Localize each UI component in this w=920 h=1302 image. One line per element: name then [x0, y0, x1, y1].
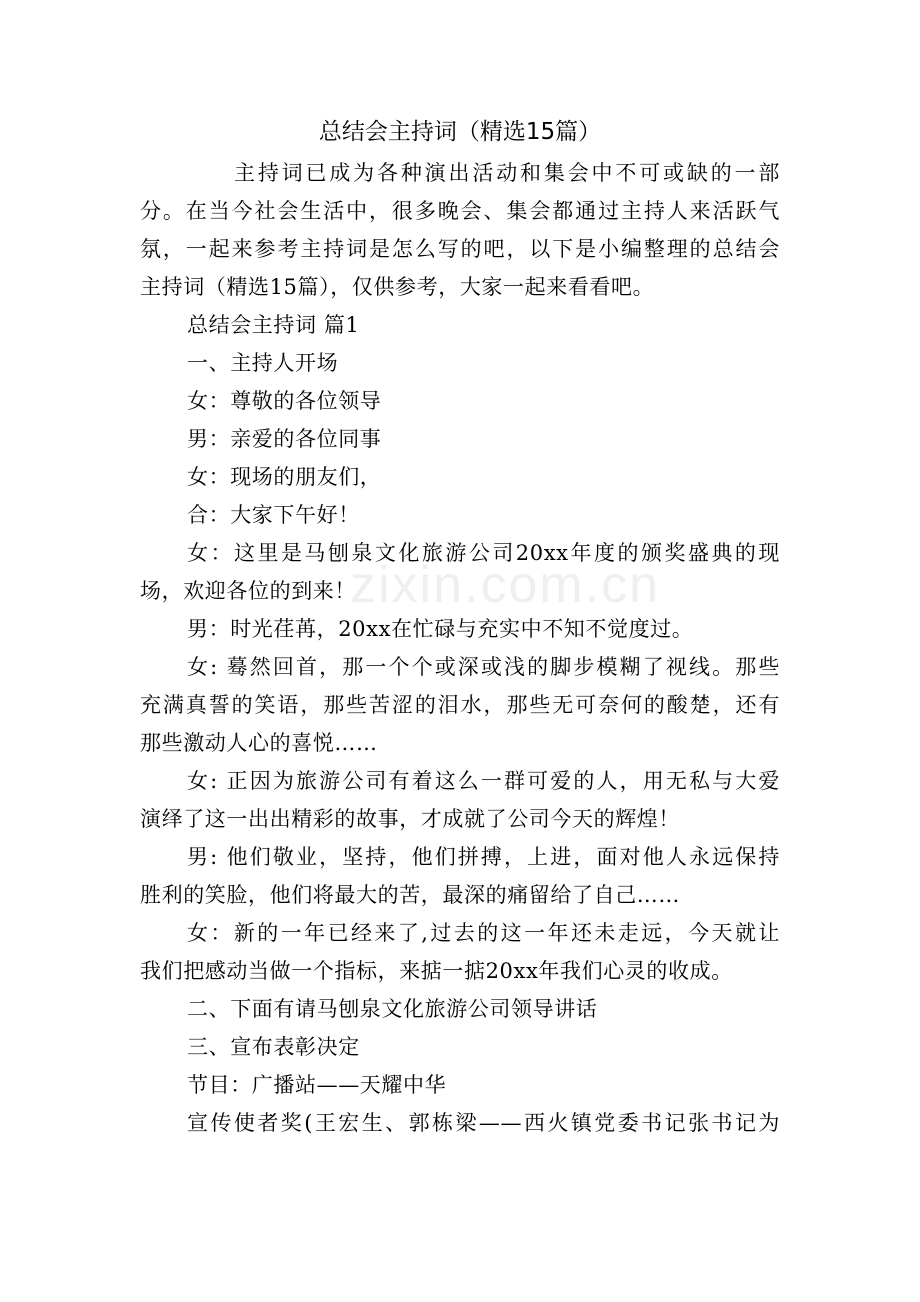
- document-title: 总结会主持词（精选15篇）: [318, 119, 602, 145]
- paragraph-line: 女：这里是马刨泉文化旅游公司20xx年度的颁奖盛典的现: [187, 541, 780, 565]
- paragraph-line: 一、主持人开场: [187, 351, 339, 375]
- paragraph-line: 那些激动人心的喜悦……: [140, 731, 378, 755]
- watermark: zixin.com.cn: [350, 556, 661, 614]
- paragraph-line: 男：时光荏苒，20xx在忙碌与充实中不知不觉度过。: [187, 617, 694, 641]
- paragraph-line: 女: 蓦然回首，那一个个或深或浅的脚步模糊了视线。那些: [187, 655, 780, 679]
- intro-line-1: 主持词已成为各种演出活动和集会中不可或缺的一部: [234, 161, 780, 185]
- paragraph-line: 男：亲爱的各位同事: [187, 427, 382, 451]
- document-body: [140, 154, 780, 1142]
- paragraph-line: 宣传使者奖(王宏生、郭栋梁——西火镇党委书记张书记为: [187, 1111, 780, 1135]
- paragraph-line: 合：大家下午好！: [187, 503, 360, 527]
- paragraph-line: 女: 正因为旅游公司有着这么一群可爱的人，用无私与大爱: [187, 769, 780, 793]
- intro-line-2: 分。在当今社会生活中，很多晚会、集会都通过主持人来活跃气: [140, 199, 780, 223]
- section-heading: 总结会主持词 篇1: [187, 313, 360, 337]
- paragraph-line: 三、宣布表彰决定: [187, 1035, 360, 1059]
- intro-line-4: 主持词（精选15篇），仅供参考，大家一起来看看吧。: [140, 275, 655, 299]
- paragraph-line: 我们把感动当做一个指标，来掂一掂20xx年我们心灵的收成。: [140, 959, 733, 983]
- paragraph-line: 二、下面有请马刨泉文化旅游公司领导讲话: [187, 997, 598, 1021]
- paragraph-line: 演绎了这一出出精彩的故事，才成就了公司今天的辉煌！: [140, 807, 680, 831]
- paragraph-line: 女：新的一年已经来了,过去的这一年还未走远，今天就让: [187, 921, 780, 945]
- intro-line-3: 氛，一起来参考主持词是怎么写的吧，以下是小编整理的总结会: [140, 237, 780, 261]
- paragraph-line: 节目：广播站——天耀中华: [187, 1073, 447, 1097]
- paragraph-line: 胜利的笑脸，他们将最大的苦，最深的痛留给了自己……: [140, 883, 680, 907]
- paragraph-line: 男: 他们敬业，坚持，他们拼搏，上进，面对他人永远保持: [187, 845, 780, 869]
- paragraph-line: 女：尊敬的各位领导: [187, 389, 382, 413]
- paragraph-line: 场，欢迎各位的到来！: [140, 579, 356, 603]
- paragraph-line: 充满真誓的笑语，那些苦涩的泪水，那些无可奈何的酸楚，还有: [140, 693, 780, 717]
- paragraph-line: 女：现场的朋友们，: [187, 465, 382, 489]
